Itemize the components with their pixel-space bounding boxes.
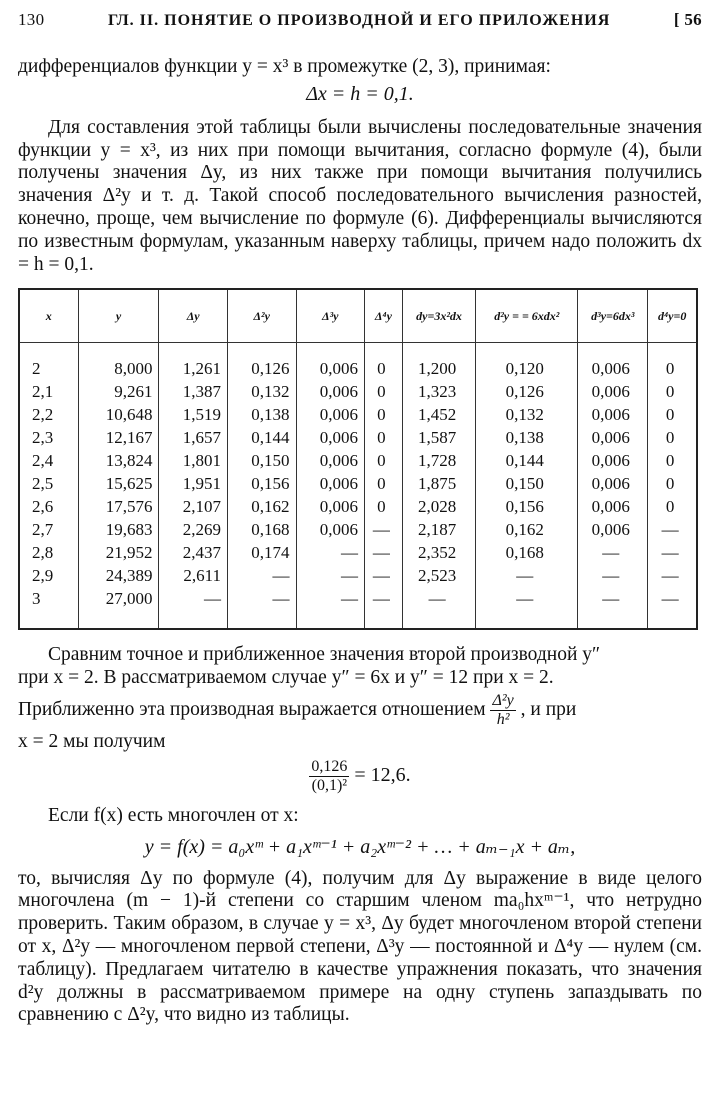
spacer-cell <box>227 343 296 358</box>
table-row <box>19 426 697 449</box>
table-cell: 21,952 <box>78 541 159 564</box>
table-cell: 12,167 <box>78 426 159 449</box>
table-row <box>19 357 697 380</box>
book-page <box>18 10 702 1027</box>
table-cell: 0,006 <box>578 472 648 495</box>
table-cell: — <box>476 564 578 587</box>
table-cell: 0,138 <box>476 426 578 449</box>
table-cell: — <box>296 587 365 610</box>
table-cell: 0,126 <box>227 357 296 380</box>
table-cell: 10,648 <box>78 403 159 426</box>
table-cell: 2,7 <box>19 518 78 541</box>
table-cell: 0,138 <box>227 403 296 426</box>
table-cell: 0 <box>365 357 403 380</box>
table-cell: 0,006 <box>296 380 365 403</box>
table-row <box>19 380 697 403</box>
table-header-cell: dy=3x²dx <box>402 289 476 343</box>
table-cell: 2,8 <box>19 541 78 564</box>
table-cell: 0 <box>365 495 403 518</box>
table-cell: 0 <box>648 449 697 472</box>
ratio-denominator: h² <box>496 710 510 728</box>
table-cell: — <box>578 541 648 564</box>
table-cell: 0,174 <box>227 541 296 564</box>
table-cell: — <box>648 587 697 610</box>
table-cell: 0,126 <box>476 380 578 403</box>
paragraph-second-derivative-line4: x = 2 мы получим <box>18 730 166 752</box>
table-cell: 27,000 <box>78 587 159 610</box>
table-row <box>19 449 697 472</box>
table-cell: 0,132 <box>227 380 296 403</box>
table-cell: 2,107 <box>159 495 228 518</box>
table-row <box>19 564 697 587</box>
approx-formula <box>18 758 702 795</box>
section-number: [ 56 <box>673 10 702 29</box>
spacer-cell <box>402 610 476 629</box>
table-cell: 0,006 <box>578 495 648 518</box>
table-cell: 0,006 <box>296 403 365 426</box>
approx-denominator: (0,1)² <box>311 776 348 794</box>
table-cell: 0 <box>648 472 697 495</box>
spacer-cell <box>78 610 159 629</box>
table-cell: 0,006 <box>296 357 365 380</box>
table-cell: 2,269 <box>159 518 228 541</box>
table-cell: — <box>648 564 697 587</box>
table-cell: 0,144 <box>227 426 296 449</box>
spacer-cell <box>159 610 228 629</box>
table-header-cell: Δ³y <box>296 289 365 343</box>
table-cell: 1,387 <box>159 380 228 403</box>
intro-formula: Δx = h = 0,1. <box>306 82 414 105</box>
table-cell: 24,389 <box>78 564 159 587</box>
table-cell: 1,587 <box>402 426 476 449</box>
table-cell: — <box>365 541 403 564</box>
spacer-cell <box>578 343 648 358</box>
spacer-cell <box>402 343 476 358</box>
table-cell: 19,683 <box>78 518 159 541</box>
paragraph-table-explanation: Для составления этой таблицы были вычислены последовательные значения функции y = x³, из них при помощи вычитания, согласно формуле (4), были получены значения Δy, из них также при помощи вычитания получились значения Δ²y и т. д. Такой способ последовательного вычисления разностей, конечно, проще, чем вычисление по формуле (6). Дифференциалы вычисляются по известным формулам, указанным наверху таблицы, причем надо положить dx = h = 0,1. <box>18 116 702 275</box>
table-cell: 0,006 <box>578 380 648 403</box>
table-cell: — <box>227 564 296 587</box>
table-cell: 2 <box>19 357 78 380</box>
table-cell: 0,006 <box>578 403 648 426</box>
table-cell: — <box>365 518 403 541</box>
table-header-cell: d²y = = 6xdx² <box>476 289 578 343</box>
table-cell: — <box>365 564 403 587</box>
spacer-cell <box>578 610 648 629</box>
table-cell: 0 <box>648 403 697 426</box>
table-cell: 1,657 <box>159 426 228 449</box>
approx-result: = 12,6. <box>354 763 411 786</box>
spacer-cell <box>476 610 578 629</box>
table-cell: 2,5 <box>19 472 78 495</box>
ratio-numerator: Δ²y <box>492 691 514 709</box>
table-cell: — <box>159 587 228 610</box>
table-cell: 2,3 <box>19 426 78 449</box>
table-cell: 0,156 <box>476 495 578 518</box>
table-cell: 0,006 <box>296 518 365 541</box>
table-cell: 0,006 <box>296 495 365 518</box>
ratio-text: Приближенно эта производная выражается отношением <box>18 698 486 720</box>
spacer-cell <box>227 610 296 629</box>
table-cell: 2,187 <box>402 518 476 541</box>
table-body <box>19 343 697 630</box>
table-header-row <box>19 289 697 343</box>
table-cell: 2,028 <box>402 495 476 518</box>
spacer-cell <box>19 610 78 629</box>
paragraph-second-derivative-line1: Сравним точное и приближенное значения второй производной y″ <box>48 644 601 666</box>
table-cell: 0,168 <box>227 518 296 541</box>
polynomial-formula: y = f(x) = a₀xᵐ + a₁xᵐ⁻¹ + a₂xᵐ⁻² + … + aₘ₋₁x + aₘ, <box>144 835 576 858</box>
approx-numerator: 0,126 <box>311 757 348 775</box>
table-cell: 0 <box>365 426 403 449</box>
table-cell: — <box>578 564 648 587</box>
table-cell: 0,156 <box>227 472 296 495</box>
difference-table <box>18 288 698 630</box>
table-cell: 2,437 <box>159 541 228 564</box>
table-spacer-row <box>19 610 697 629</box>
polynomial-intro: Если f(x) есть многочлен от x: <box>48 804 299 826</box>
table-cell: 2,352 <box>402 541 476 564</box>
table-cell: 0 <box>648 495 697 518</box>
table-cell: 0,162 <box>476 518 578 541</box>
spacer-cell <box>296 343 365 358</box>
table-cell: — <box>365 587 403 610</box>
table-cell: 1,519 <box>159 403 228 426</box>
table-cell: — <box>402 587 476 610</box>
ratio-fraction <box>490 692 515 729</box>
table-row <box>19 541 697 564</box>
table-cell: — <box>578 587 648 610</box>
table-cell: 1,728 <box>402 449 476 472</box>
table-cell: 0,168 <box>476 541 578 564</box>
table-cell: 1,452 <box>402 403 476 426</box>
table-cell: 15,625 <box>78 472 159 495</box>
table-header-cell: d³y=6dx³ <box>578 289 648 343</box>
table-cell: 1,951 <box>159 472 228 495</box>
table-cell: 0 <box>648 380 697 403</box>
spacer-cell <box>365 610 403 629</box>
table-cell: 1,801 <box>159 449 228 472</box>
spacer-cell <box>648 610 697 629</box>
table-row <box>19 403 697 426</box>
table-cell: — <box>227 587 296 610</box>
page-header <box>18 10 702 36</box>
table-cell: 2,1 <box>19 380 78 403</box>
table-cell: 0,162 <box>227 495 296 518</box>
table-header-cell: Δ⁴y <box>365 289 403 343</box>
paragraph-second-derivative-line2: при x = 2. В рассматриваемом случае y″ = 6x и y″ = 12 при x = 2. <box>18 667 554 689</box>
chapter-title: ГЛ. II. ПОНЯТИЕ О ПРОИЗВОДНОЙ И ЕГО ПРИЛОЖЕНИЯ <box>107 12 611 29</box>
spacer-cell <box>476 343 578 358</box>
table-cell: 0 <box>365 403 403 426</box>
paragraph-polynomial: то, вычисляя Δy по формуле (4), получим для Δy выражение в виде целого многочлена (m − 1)-й степени со старшим членом ma₀hxᵐ⁻¹, что нетрудно проверить. Таким образом, в случае y = x³, Δy будет многочленом второй степени от x, Δ²y — многочленом первой степени, Δ³y — постоянной и Δ⁴y — нулем (см. таблицу). Предлагаем читателю в качестве упражнения показать, что значения d²y должны в рассматриваемом примере на одну ступень запаздывать по сравнению с Δ²y, что видно из таблицы. <box>18 867 702 1026</box>
table-cell: 0 <box>365 449 403 472</box>
table-cell: — <box>476 587 578 610</box>
table-cell: 9,261 <box>78 380 159 403</box>
table-cell: — <box>648 518 697 541</box>
table-cell: 2,4 <box>19 449 78 472</box>
approx-fraction <box>309 758 349 795</box>
spacer-cell <box>19 343 78 358</box>
table-cell: 0 <box>648 426 697 449</box>
table-cell: 0,006 <box>578 449 648 472</box>
page-number: 130 <box>18 10 45 29</box>
table-cell: 0,006 <box>296 426 365 449</box>
table-cell: 2,6 <box>19 495 78 518</box>
table-cell: 2,2 <box>19 403 78 426</box>
table-cell: 0,132 <box>476 403 578 426</box>
table-cell: 1,261 <box>159 357 228 380</box>
table-cell: 2,523 <box>402 564 476 587</box>
table-row <box>19 495 697 518</box>
table-cell: 3 <box>19 587 78 610</box>
table-cell: 0,006 <box>296 449 365 472</box>
table-header-cell: Δ²y <box>227 289 296 343</box>
table-cell: 0 <box>365 472 403 495</box>
table-cell: 0,144 <box>476 449 578 472</box>
table-header-cell: y <box>78 289 159 343</box>
table-cell: 0 <box>365 380 403 403</box>
spacer-cell <box>159 343 228 358</box>
table-cell: — <box>296 564 365 587</box>
table-cell: 1,323 <box>402 380 476 403</box>
table-row <box>19 518 697 541</box>
spacer-cell <box>296 610 365 629</box>
spacer-cell <box>365 343 403 358</box>
table-cell: 1,200 <box>402 357 476 380</box>
table-cell: 2,611 <box>159 564 228 587</box>
spacer-cell <box>78 343 159 358</box>
table-cell: — <box>648 541 697 564</box>
table-cell: 0,006 <box>578 518 648 541</box>
table-cell: 0,150 <box>227 449 296 472</box>
table-cell: 0 <box>648 357 697 380</box>
table-row <box>19 472 697 495</box>
table-row <box>19 587 697 610</box>
table-header-cell: x <box>19 289 78 343</box>
table-cell: 0,120 <box>476 357 578 380</box>
table-cell: 13,824 <box>78 449 159 472</box>
table-cell: 0,006 <box>296 472 365 495</box>
intro-line: дифференциалов функции y = x³ в промежутке (2, 3), принимая: <box>18 56 551 77</box>
table-cell: 8,000 <box>78 357 159 380</box>
table-cell: 0,150 <box>476 472 578 495</box>
spacer-cell <box>648 343 697 358</box>
table-header-cell: d⁴y=0 <box>648 289 697 343</box>
table-spacer-row <box>19 343 697 358</box>
table-cell: 0,006 <box>578 426 648 449</box>
table-cell: 2,9 <box>19 564 78 587</box>
table-cell: 17,576 <box>78 495 159 518</box>
table-cell: — <box>296 541 365 564</box>
table-cell: 1,875 <box>402 472 476 495</box>
paragraph-second-derivative-line3 <box>18 692 702 729</box>
ratio-suffix: , и при <box>520 698 577 720</box>
table-header-cell: Δy <box>159 289 228 343</box>
table-cell: 0,006 <box>578 357 648 380</box>
